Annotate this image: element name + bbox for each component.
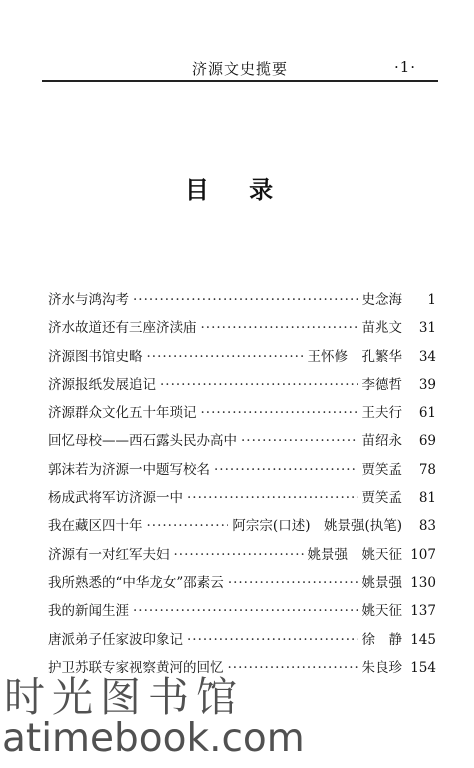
toc-entry <box>48 543 436 571</box>
entry-page: 31 <box>418 320 436 337</box>
entry-author: 苗绍永 <box>361 433 402 450</box>
entry-page: 83 <box>418 518 436 535</box>
entry-title: 济源报纸发展追记 <box>48 376 156 393</box>
entry-title: 济水与鸿沟考 <box>48 292 129 308</box>
dot-leader <box>201 320 358 336</box>
entry-title: 济水故道还有三座济渎庙 <box>48 320 197 337</box>
dot-leader <box>201 405 358 421</box>
toc-entry <box>48 599 436 627</box>
entry-page: 1 <box>427 292 436 308</box>
entry-author: 史念海 <box>361 292 402 308</box>
entry-page: 34 <box>418 348 436 365</box>
entry-page: 107 <box>410 546 436 563</box>
entry-page: 154 <box>410 659 436 676</box>
entry-title: 郭沫若为济源一中题写校名 <box>48 461 210 478</box>
dot-leader <box>214 462 358 478</box>
entry-author: 阿宗宗(口述) 姚景强(执笔) <box>232 518 402 535</box>
entry-title: 回忆母校——西石露头民办高中 <box>48 433 237 450</box>
entry-author: 徐 静 <box>361 631 402 648</box>
entry-page: 137 <box>410 603 436 620</box>
entry-page: 78 <box>418 461 436 478</box>
toc-entry <box>48 571 436 599</box>
entry-title: 济源图书馆史略 <box>48 348 143 365</box>
entry-author: 王夫行 <box>361 405 402 422</box>
toc-entry <box>48 514 436 542</box>
dot-leader <box>174 547 304 563</box>
header-rule <box>42 80 438 82</box>
dot-leader <box>133 603 358 619</box>
toc-entry <box>48 486 436 514</box>
entry-author: 贾笑孟 <box>361 490 402 507</box>
toc-entry <box>48 429 436 457</box>
page-number: ·1· <box>394 58 417 76</box>
entry-author: 朱良珍 <box>361 659 402 676</box>
book-title: 济源文史揽要 <box>192 60 289 78</box>
toc-entry <box>48 316 436 344</box>
dot-leader <box>147 518 229 534</box>
entry-title: 杨成武将军访济源一中 <box>48 490 183 507</box>
entry-title: 我所熟悉的“中华龙女”邵素云 <box>48 574 224 591</box>
toc-entry <box>48 628 436 656</box>
entry-title: 济源群众文化五十年琐记 <box>48 405 197 422</box>
entry-author: 贾笑孟 <box>361 461 402 478</box>
entry-author: 姚景强 <box>361 574 402 591</box>
entry-title: 我的新闻生涯 <box>48 603 129 620</box>
dot-leader <box>241 433 358 449</box>
entry-author: 李德哲 <box>361 376 402 393</box>
dot-leader <box>160 377 358 393</box>
toc-title: 目 录 <box>184 176 290 204</box>
running-header <box>42 52 438 82</box>
toc-entry <box>48 458 436 486</box>
watermark-text-url: atimebook.com <box>2 716 305 761</box>
entry-title: 护卫苏联专家视察黄河的回忆 <box>48 659 224 676</box>
toc-entry <box>48 288 436 316</box>
entry-title: 我在藏区四十年 <box>48 518 143 535</box>
entry-page: 81 <box>418 490 436 507</box>
entry-page: 61 <box>418 405 436 422</box>
toc-entry <box>48 345 436 373</box>
entry-author: 苗兆文 <box>361 320 402 337</box>
dot-leader <box>147 349 304 365</box>
table-of-contents <box>48 288 436 684</box>
entry-author: 王怀修 孔繁华 <box>307 348 402 365</box>
entry-page: 130 <box>410 574 436 591</box>
entry-page: 39 <box>418 376 436 393</box>
entry-title: 唐派弟子任家波印象记 <box>48 631 183 648</box>
watermark-text-cn: 时光图书馆 <box>4 673 244 721</box>
dot-leader <box>187 490 358 506</box>
entry-author: 姚天征 <box>361 603 402 620</box>
entry-author: 姚景强 姚天征 <box>307 546 402 563</box>
dot-leader <box>228 575 358 591</box>
toc-entry <box>48 373 436 401</box>
entry-title: 济源有一对红军夫妇 <box>48 546 170 563</box>
toc-entry <box>48 401 436 429</box>
dot-leader <box>133 292 358 308</box>
entry-page: 145 <box>410 631 436 648</box>
entry-page: 69 <box>418 433 436 450</box>
dot-leader <box>187 632 358 648</box>
